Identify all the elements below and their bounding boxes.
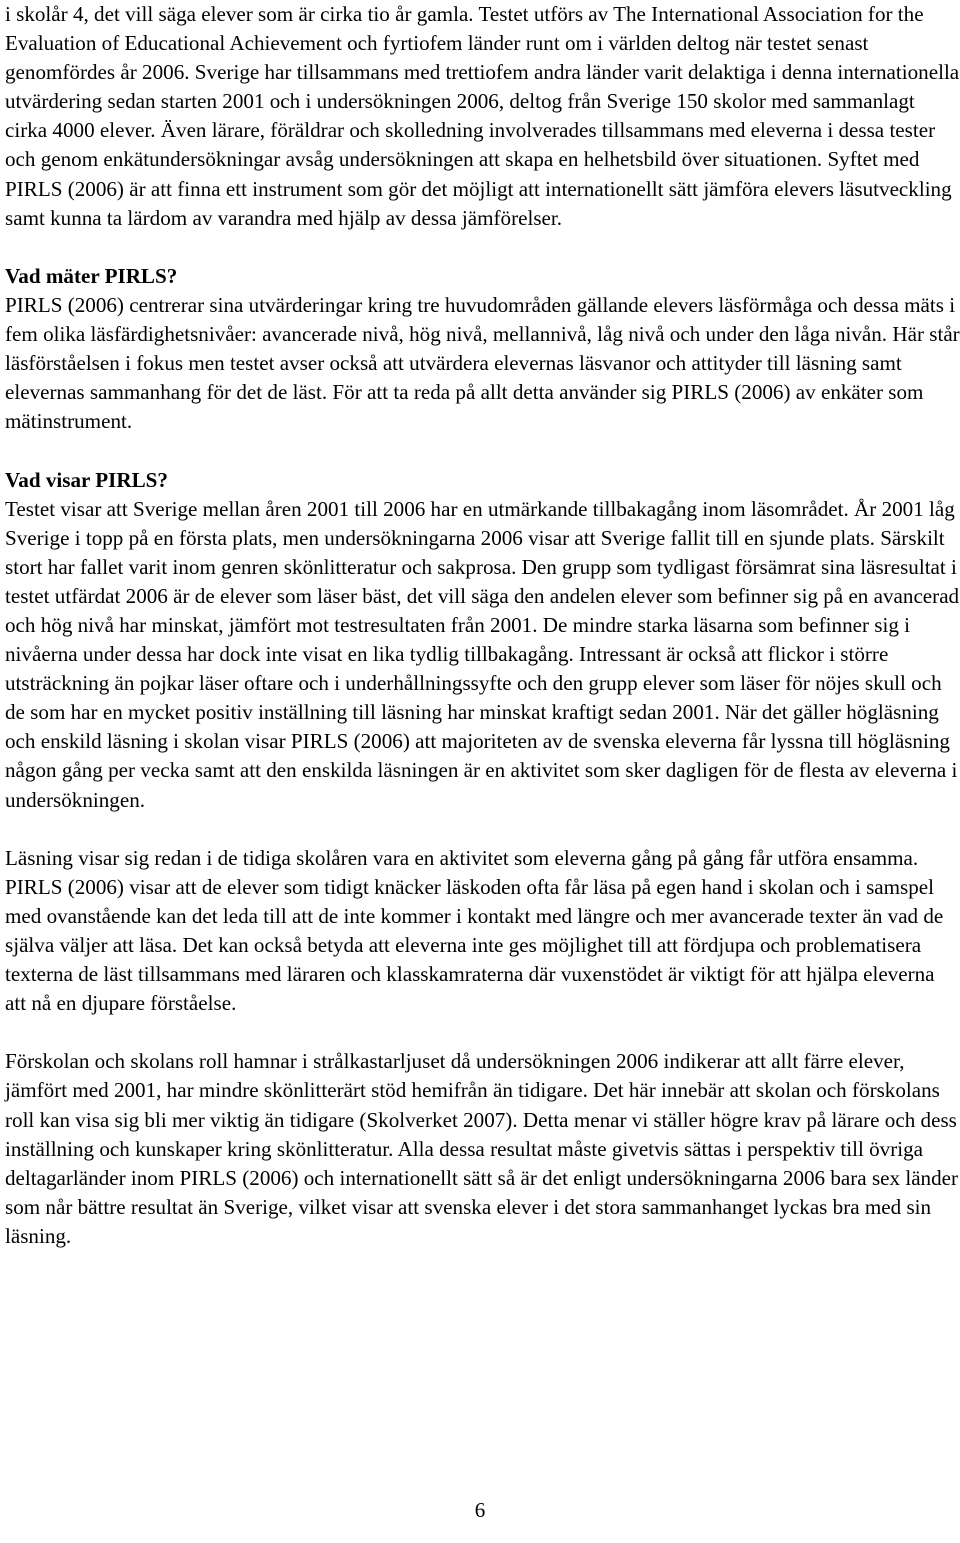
paragraph-school-role: Förskolan och skolans roll hamnar i strålkastarljuset då undersökningen 2006 indikerar att allt färre elever, jämfört med 2001, har mindre skönlitterärt stöd hemifrån än tidigare. Det här innebär att skolan och förskolans roll kan visa sig bli mer viktig än tidigare (Skolverket 2007). Detta menar vi ställer högre krav på lärare och dess inställning och kunskaper kring skönlitteratur. Alla dessa resultat måste givetvis sättas i perspektiv till övriga deltagarländer inom PIRLS (2006) och internationellt sätt så är det enligt undersökningarna 2006 bara sex länder som når bättre resultat än Sverige, vilket visar att svenska elever i det stora sammanhanget lyckas bra med sin läsning. xyxy=(5,1049,959,1248)
paragraph-intro: i skolår 4, det vill säga elever som är cirka tio år gamla. Testet utförs av The International Association for the Evaluation of Educational Achievement och fyrtiofem länder runt om i världen deltog när testet senast genomfördes år 2006. Sverige har tillsammans med trettiofem andra länder varit delaktiga i denna internationella utvärdering sedan starten 2001 och i undersökningen 2006, deltog från Sverige 150 skolor med sammanlagt cirka 4000 elever. Även lärare, föräldrar och skolledning involverades tillsammans med eleverna i dessa tester och genom enkätundersökningar avsåg undersökningen att skapa en helhetsbild över situationen. Syftet med PIRLS (2006) är att finna ett instrument som gör det möjligt att internationellt sätt jämföra elevers läsutveckling samt kunna ta lärdom av varandra med hjälp av dessa jämförelser. xyxy=(5,2,960,230)
paragraph-measures: PIRLS (2006) centrerar sina utvärderingar kring tre huvudområden gällande elevers läsförmåga och dessa mäts i fem olika läsfärdighetsnivåer: avancerade nivå, hög nivå, mellannivå, låg nivå och under den låga nivån. Här står läsförståelsen i fokus men testet avser också att utvärdera elevernas läsvanor och attityder till läsning samt elevernas sammanhang för det de läst. För att ta reda på allt detta använder sig PIRLS (2006) av enkäter som mätinstrument. xyxy=(5,292,960,434)
spacer xyxy=(5,1018,960,1047)
page-number: 6 xyxy=(474,1498,486,1522)
paragraph-results: Testet visar att Sverige mellan åren 2001 till 2006 har en utmärkande tillbakagång inom läsområdet. År 2001 låg Sverige i topp på en första plats, men undersökningarna 2006 visar att Sverige fallit till en sjunde plats. Särskilt stort har fallet varit inom genren skönlitteratur och sakprosa. Den grupp som tydligast försämrat sina läsresultat i testet utfärdat 2006 är de elever som läser bäst, det vill säga den andelen elever som befinner sig på en avancerad och hög nivå har minskat, jämfört mot testresultaten från 2001. De mindre starka läsarna som befinner sig i nivåerna under dessa har dock inte visat en lika tydlig tillbakagång. Intressant är också att flickor i större utsträckning än pojkar läser oftare och i underhållningssyfte och den grupp elever som läser för nöjes skull och de som har en mycket positiv inställning till läsning har minskat kraftigt sedan 2001. När det gäller högläsning och enskild läsning i skolan visar PIRLS (2006) att majoriteten av de svenska eleverna får lyssna till högläsning någon gång per vecka samt att den enskilda läsningen är en aktivitet som sker dagligen för de flesta av eleverna i undersökningen. xyxy=(5,496,960,812)
paragraph-early-reading: Läsning visar sig redan i de tidiga skolåren vara en aktivitet som eleverna gång på gång får utföra ensamma. PIRLS (2006) visar att de elever som tidigt knäcker läskoden ofta får läsa på egen hand i skolan och i samspel med ovanstående kan det leda till att de inte kommer i kontakt med längre och mer avancerade texter än vad de själva väljer att läsa. Det kan också betyda att eleverna inte ges möjlighet till att fördjupa och problematisera texterna de läst tillsammans med läraren och klasskamraterna där vuxenstödet är viktigt för att hjälpa eleverna att nå en djupare förståelse. xyxy=(5,845,944,1016)
spacer xyxy=(5,233,960,262)
document-body xyxy=(5,0,960,1251)
heading-what-pirls-measures: Vad mäter PIRLS? xyxy=(5,263,178,288)
heading-what-pirls-shows: Vad visar PIRLS? xyxy=(5,467,168,492)
spacer xyxy=(5,815,960,844)
spacer xyxy=(5,436,960,465)
